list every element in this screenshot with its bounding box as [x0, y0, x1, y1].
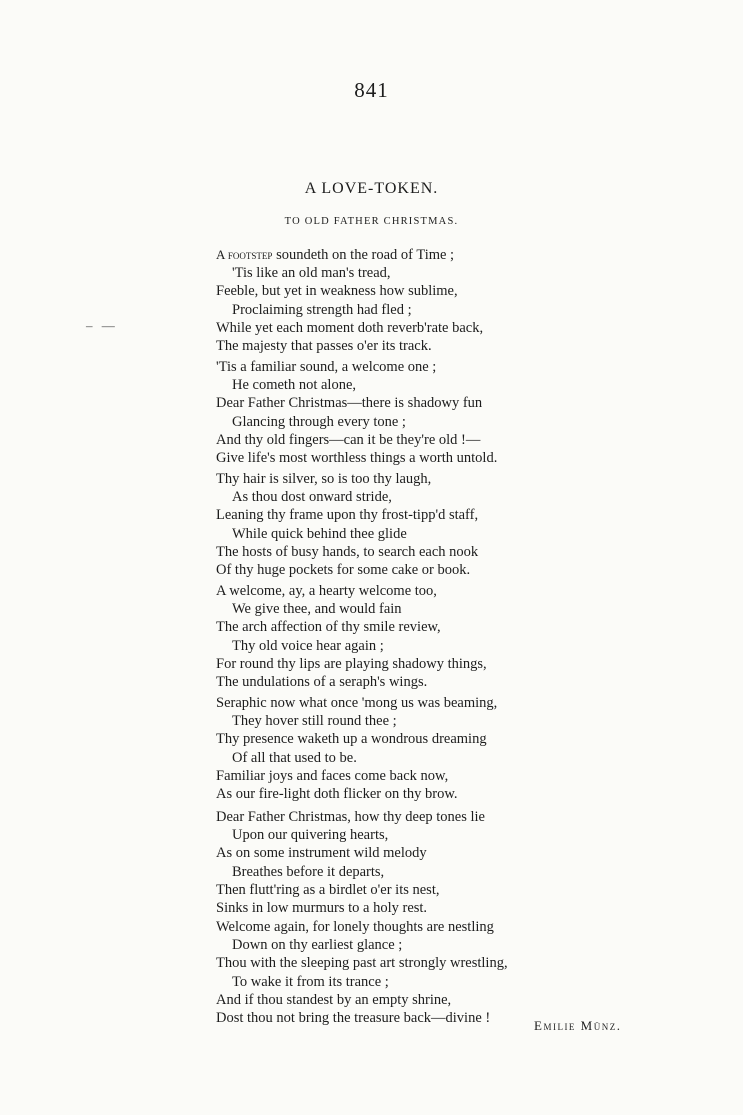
poem-line: Thy old voice hear again ;: [232, 637, 384, 654]
poem-line: Familiar joys and faces come back now,: [216, 767, 449, 784]
poem-line: Leaning thy frame upon thy frost-tipp'd staff,: [216, 507, 479, 524]
margin-mark: – —: [86, 318, 118, 333]
author-signature: Emilie Münz.: [534, 1018, 622, 1033]
poem-line: A welcome, ay, a hearty welcome too,: [216, 583, 437, 599]
stanza-2: [216, 358, 576, 467]
poem-line: Thy hair is silver, so is too thy laugh,: [216, 471, 432, 487]
poem-line: To wake it from its trance ;: [232, 973, 389, 990]
poem-line: Dost thou not bring the treasure back—divine !: [216, 1009, 491, 1026]
poem-line: The majesty that passes o'er its track.: [216, 337, 432, 354]
stanza-1: [216, 246, 576, 355]
poem-line: Then flutt'ring as a birdlet o'er its nest,: [216, 881, 440, 898]
poem-line: Thy presence waketh up a wondrous dreaming: [216, 731, 487, 748]
poem-line: Give life's most worthless things a worth untold.: [216, 449, 498, 466]
poem-line: 'Tis like an old man's tread,: [232, 265, 391, 282]
poem-dedication: TO OLD FATHER CHRISTMAS.: [284, 216, 459, 227]
stanza-5: [216, 694, 576, 803]
poem-line: The undulations of a seraph's wings.: [216, 673, 428, 690]
poem-line: As our fire-light doth flicker on thy brow.: [216, 785, 458, 802]
poem-line: Thou with the sleeping past art strongly wrestling,: [216, 955, 508, 972]
stanza-4: [216, 582, 576, 691]
poem-line: And if thou standest by an empty shrine,: [216, 991, 452, 1008]
poem-line: While yet each moment doth reverb'rate back,: [216, 319, 484, 336]
poem-line: Dear Father Christmas, how thy deep tones lie: [216, 809, 485, 825]
poem-line: Sinks in low murmurs to a holy rest.: [216, 899, 428, 916]
poem-line: Glancing through every tone ;: [232, 413, 406, 430]
poem-line: As on some instrument wild melody: [216, 845, 427, 862]
poem-line: Breathes before it departs,: [232, 863, 385, 880]
poem-line: Dear Father Christmas—there is shadowy fun: [216, 395, 483, 412]
poem-line: The arch affection of thy smile review,: [216, 619, 441, 636]
page-number: 841: [354, 78, 389, 102]
poem-line: Of thy huge pockets for some cake or book.: [216, 561, 471, 578]
poem-line: Feeble, but yet in weakness how sublime,: [216, 283, 458, 300]
poem-line: And thy old fingers—can it be they're old !—: [216, 431, 481, 448]
poem-line: Down on thy earliest glance ;: [232, 937, 403, 954]
poem-line: 'Tis a familiar sound, a welcome one ;: [216, 359, 437, 375]
poem-line: A footstep soundeth on the road of Time ;: [216, 247, 455, 263]
poem-line: Proclaiming strength had fled ;: [232, 301, 412, 318]
poem-line: As thou dost onward stride,: [232, 489, 392, 506]
poem-line: The hosts of busy hands, to search each nook: [216, 543, 479, 560]
poem-line: He cometh not alone,: [232, 377, 357, 394]
poem-line: We give thee, and would fain: [232, 601, 402, 618]
stanza-6: [216, 808, 576, 917]
poem-title: A LOVE-TOKEN.: [304, 180, 439, 197]
poem-line: Upon our quivering hearts,: [232, 827, 389, 844]
poem-line: Welcome again, for lonely thoughts are nestling: [216, 919, 494, 935]
stanza-3: [216, 470, 576, 579]
poem-line: Of all that used to be.: [232, 749, 357, 766]
stanza-7: [216, 918, 576, 1027]
poem-line: For round thy lips are playing shadowy things,: [216, 655, 487, 672]
poem-line: Seraphic now what once 'mong us was beaming,: [216, 695, 498, 711]
poem-line: They hover still round thee ;: [232, 713, 397, 730]
first-word: A footstep: [216, 247, 273, 262]
poem-line: While quick behind thee glide: [232, 525, 407, 542]
